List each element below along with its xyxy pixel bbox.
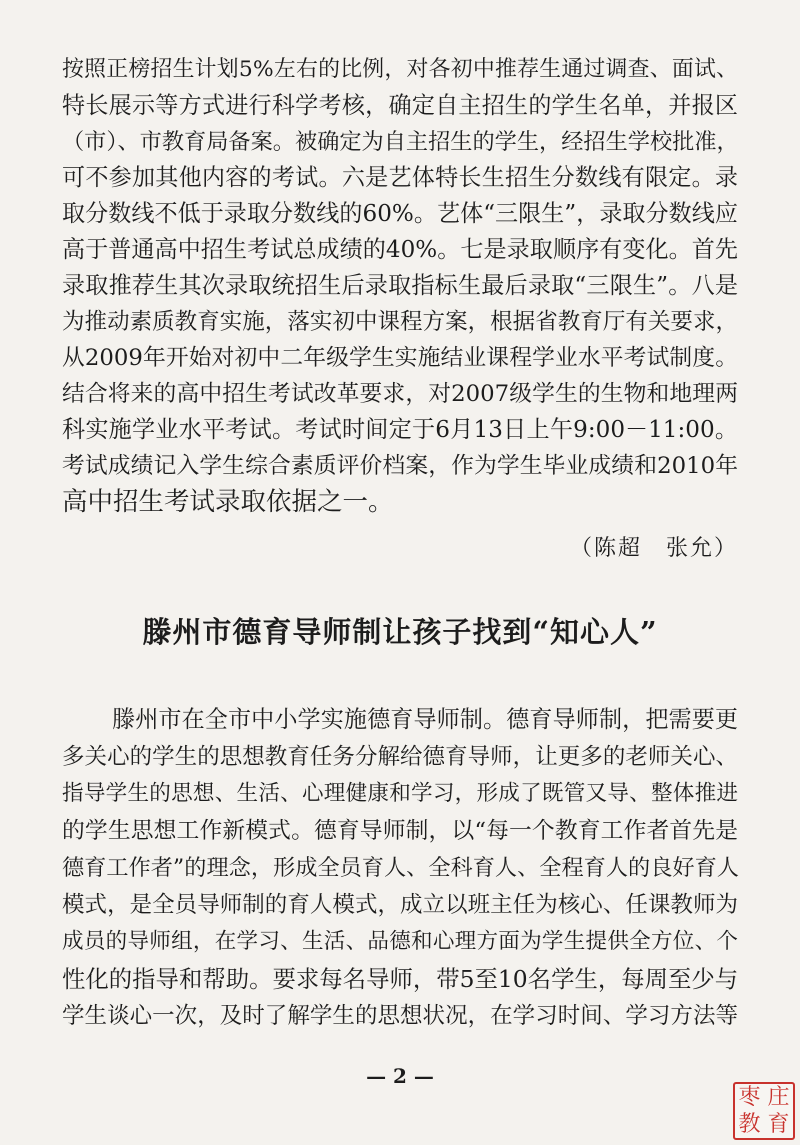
text-line: 性化的指导和帮助。要求每名导师，带5至10名学生，每周至少与 bbox=[62, 965, 739, 993]
text-line: 考试成绩记入学生综合素质评价档案，作为学生毕业成绩和2010年 bbox=[62, 453, 738, 479]
text-line: 按照正榜招生计划5%左右的比例，对各初中推荐生通过调查、面试、 bbox=[62, 57, 738, 82]
text-line: 可不参加其他内容的考试。六是艺体特长生招生分数线有限定。录 bbox=[62, 165, 738, 191]
text-line: 指导学生的思想、生活、心理健康和学习，形成了既管又导、整体推进 bbox=[62, 781, 738, 806]
seal-char: 枣 bbox=[738, 1084, 761, 1110]
seal-char: 育 bbox=[767, 1111, 790, 1137]
seal-char: 教 bbox=[738, 1111, 761, 1137]
text-line: 高中招生考试录取依据之一。 bbox=[62, 487, 394, 517]
text-line: 多关心的学生的思想教育任务分解给德育导师，让更多的老师关心、 bbox=[62, 744, 738, 770]
text-line: 德育工作者”的理念，形成全员育人、全科育人、全程育人的良好育人 bbox=[62, 855, 739, 881]
page-number: — 2 — bbox=[366, 1064, 434, 1088]
text-line: 模式，是全员导师制的育人模式，成立以班主任为核心、任课教师为 bbox=[62, 892, 738, 918]
text-line: 滕州市在全市中小学实施德育导师制。德育导师制，把需要更 bbox=[112, 707, 738, 733]
text-line: 的学生思想工作新模式。德育导师制，以“每一个教育工作者首先是 bbox=[62, 818, 738, 844]
text-line: 结合将来的高中招生考试改革要求，对2007级学生的生物和地理两 bbox=[62, 381, 738, 407]
text-line: （市）、市教育局备案。被确定为自主招生的学生，经招生学校批准， bbox=[62, 129, 739, 155]
text-line: 特长展示等方式进行科学考核，确定自主招生的学生名单，并报区 bbox=[62, 93, 738, 119]
text-line: 录取推荐生其次录取统招生后录取指标生最后录取“三限生”。八是 bbox=[62, 273, 738, 299]
text-line: 取分数线不低于录取分数线的60%。艺体“三限生”，录取分数线应 bbox=[62, 201, 738, 227]
text-line: 从2009年开始对初中二年级学生实施结业课程学业水平考试制度。 bbox=[62, 345, 738, 371]
red-seal-stamp bbox=[733, 1082, 795, 1140]
text-line: 高于普通高中招生考试总成绩的40%。七是录取顺序有变化。首先 bbox=[62, 237, 738, 263]
text-line: 科实施学业水平考试。考试时间定于6月13日上午9:00－11:00。 bbox=[62, 417, 738, 443]
text-line: 成员的导师组，在学习、生活、品德和心理方面为学生提供全方位、个 bbox=[62, 929, 738, 954]
seal-char: 庄 bbox=[767, 1084, 790, 1110]
article-title: 滕州市德育导师制让孩子找到“知心人” bbox=[142, 615, 658, 649]
author-attribution: （陈超 张允） bbox=[569, 536, 738, 561]
text-line: 为推动素质教育实施，落实初中课程方案，根据省教育厅有关要求， bbox=[62, 309, 738, 335]
text-line: 学生谈心一次，及时了解学生的思想状况，在学习时间、学习方法等 bbox=[62, 1003, 738, 1029]
